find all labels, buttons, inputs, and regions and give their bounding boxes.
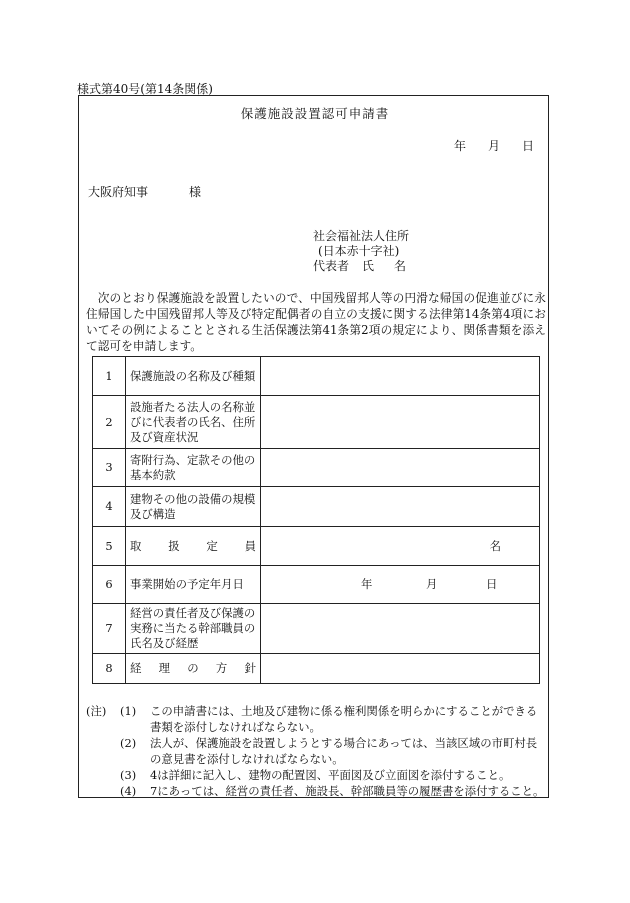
note-item	[86, 735, 546, 767]
addressee-name: 大阪府知事	[88, 185, 149, 199]
item-label-char: 方	[215, 661, 228, 675]
item-value-field[interactable]	[261, 566, 540, 604]
table-row	[93, 357, 540, 396]
item-label: 建物その他の設備の規模及び構造	[126, 487, 261, 527]
note-text: この申請書には、土地及び建物に係る権利関係を明らかにすることができる書類を添付しなければならない。	[150, 704, 538, 734]
note-number: (4)	[120, 784, 137, 798]
table-row	[93, 604, 540, 654]
date-month-label: 月	[488, 139, 501, 153]
form-title: 保護施設設置認可申請書	[240, 106, 390, 121]
item-number: 2	[93, 396, 126, 449]
body-paragraph: 次のとおり保護施設を設置したいので、中国残留邦人等の円滑な帰国の促進並びに永住帰国した中国残留邦人等及び特定配偶者の自立の支援に関する法律第14条第4項においてその例によることとされる生活保護法第41条第2項の規定により、関係書類を添えて認可を申請します。	[86, 291, 546, 353]
item-label-char: 扱	[168, 538, 180, 553]
date-year-label: 年	[454, 139, 467, 153]
applicant-address: 社会福祉法人住所	[313, 229, 410, 243]
item-label-char: 取	[130, 538, 142, 553]
item-value-field[interactable]	[261, 449, 540, 487]
item-number: 5	[93, 527, 126, 566]
table-row	[93, 396, 540, 449]
note-text: 7にあっては、経営の責任者、施設長、幹部職員等の履歴書を添付すること。	[150, 784, 545, 798]
applicant-rep-name2: 名	[394, 259, 407, 273]
item-number: 4	[93, 487, 126, 527]
item-label	[126, 654, 261, 684]
item-label: 経営の責任者及び保護の実務に当たる幹部職員の氏名及び経歴	[126, 604, 261, 654]
item-number: 6	[93, 566, 126, 604]
start-day-label: 日	[486, 577, 498, 591]
item-number: 1	[93, 357, 126, 396]
item-label: 保護施設の名称及び種類	[126, 357, 261, 396]
applicant-rep-label: 代表者	[313, 259, 350, 273]
item-number: 8	[93, 654, 126, 684]
item-label-char: 員	[244, 538, 256, 553]
note-text: 法人が、保護施設を設置しようとする場合にあっては、当該区域の市町村長の意見書を添付しなければならない。	[150, 736, 538, 766]
note-text: 4は詳細に記入し、建物の配置図、平面図及び立面図を添付すること。	[150, 768, 511, 782]
table-row	[93, 527, 540, 566]
notes-mark: (注)	[86, 704, 107, 718]
note-number: (1)	[120, 704, 137, 718]
item-label-char: 針	[244, 661, 256, 675]
item-value-field[interactable]	[261, 654, 540, 684]
item-number: 7	[93, 604, 126, 654]
item-label-char: 定	[206, 538, 218, 553]
item-label: 寄附行為、定款その他の基本約款	[126, 449, 261, 487]
addressee-honorific: 様	[189, 185, 202, 199]
date-day-label: 日	[522, 139, 535, 153]
item-number: 3	[93, 449, 126, 487]
item-label-char: 経	[130, 661, 142, 675]
item-value-field[interactable]	[261, 604, 540, 654]
item-label	[126, 527, 261, 566]
item-value-field[interactable]	[261, 396, 540, 449]
form-number: 様式第40号(第14条関係)	[77, 82, 213, 96]
note-item	[86, 783, 546, 799]
item-value-field[interactable]	[261, 527, 540, 566]
table-row	[93, 487, 540, 527]
applicant-org: (日本赤十字社)	[318, 244, 400, 258]
note-item	[86, 703, 546, 735]
capacity-unit: 名	[489, 539, 501, 553]
table-row	[93, 566, 540, 604]
item-label-char: の	[187, 661, 199, 675]
item-label: 設施者たる法人の名称並びに代表者の氏名、住所及び資産状況	[126, 396, 261, 449]
applicant-rep-name: 氏	[362, 259, 375, 273]
item-label: 事業開始の予定年月日	[126, 566, 261, 604]
notes-section	[86, 703, 546, 799]
start-month-label: 月	[426, 577, 438, 591]
item-value-field[interactable]	[261, 487, 540, 527]
note-number: (3)	[120, 768, 137, 782]
note-item	[86, 767, 546, 783]
item-label-char: 理	[158, 661, 171, 675]
items-table	[92, 356, 540, 684]
table-row	[93, 449, 540, 487]
table-row	[93, 654, 540, 684]
start-year-label: 年	[361, 577, 373, 591]
note-number: (2)	[120, 736, 137, 750]
item-value-field[interactable]	[261, 357, 540, 396]
